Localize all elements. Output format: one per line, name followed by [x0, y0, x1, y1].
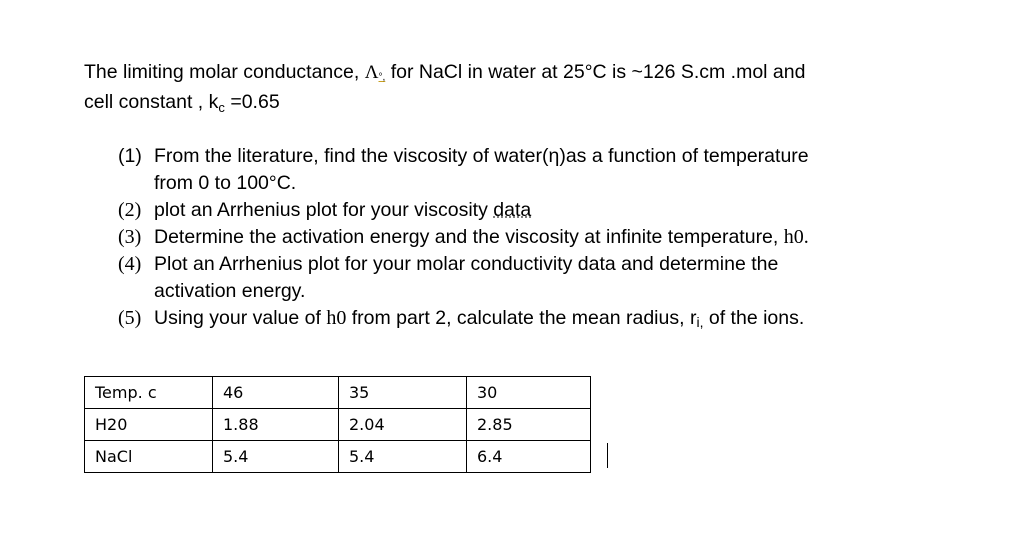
question-number: (2): [118, 199, 142, 221]
table-cell: 2.04: [339, 409, 467, 441]
table-cell: 6.4: [467, 441, 591, 473]
kc-subscript: c: [218, 100, 225, 115]
lambda-superscript: °,: [378, 72, 386, 83]
intro-line-1: [84, 59, 984, 89]
question-line: of the ions.: [703, 307, 805, 329]
question-number: (1): [118, 145, 142, 167]
cell-constant-value: =0.65: [224, 91, 280, 113]
h0-symbol: h0: [326, 307, 347, 329]
part-reference: 2: [435, 307, 447, 329]
question-item: [118, 197, 998, 224]
intro-line-2: [84, 89, 984, 117]
table-cell: 1.88: [213, 409, 339, 441]
table-cell: 2.85: [467, 409, 591, 441]
question-number: (4): [118, 253, 142, 275]
ri-subscript: i,: [696, 314, 704, 330]
question-item: [118, 251, 998, 305]
lambda-symbol: Λ: [364, 62, 379, 83]
table-cell: 35: [339, 377, 467, 409]
question-item: [118, 143, 998, 197]
table-cell: H20: [85, 409, 213, 441]
question-line: from 0 to 100°C.: [154, 172, 297, 194]
question-text: [154, 143, 809, 197]
question-item: [118, 224, 998, 251]
question-line: Determine the activation energy and the viscosity at infinite temperature,: [154, 226, 784, 248]
table-cell: 30: [467, 377, 591, 409]
intro-text-start: The limiting molar conductance,: [84, 61, 365, 83]
question-text: [154, 224, 809, 251]
question-item: [118, 305, 998, 333]
question-list: [118, 143, 998, 333]
question-line: activation energy.: [154, 280, 306, 302]
data-table: [84, 376, 591, 473]
question-line: from part: [346, 307, 436, 329]
problem-intro: [84, 59, 984, 117]
h0-symbol: h0.: [783, 226, 809, 248]
intro-text-end: for NaCl in water at 25°C is ~126 S.cm .mol and: [385, 61, 806, 83]
table-cell: NaCl: [85, 441, 213, 473]
text-cursor: [607, 443, 608, 468]
question-text: [154, 197, 531, 224]
table-row: [85, 441, 591, 473]
question-line: Using your value of: [154, 307, 327, 329]
table-row: [85, 377, 591, 409]
question-text: [154, 251, 778, 305]
question-line: plot an Arrhenius plot for your viscosity: [154, 199, 494, 221]
table-row: [85, 409, 591, 441]
spellcheck-underlined-word: data: [493, 199, 532, 221]
question-number: (3): [118, 226, 142, 248]
question-line: Plot an Arrhenius plot for your molar conductivity data and determine the: [154, 253, 779, 275]
table-cell: Temp. c: [85, 377, 213, 409]
question-text: [154, 305, 804, 333]
cell-constant-label: cell constant , k: [84, 91, 219, 113]
table-cell: 5.4: [213, 441, 339, 473]
table-cell: 5.4: [339, 441, 467, 473]
question-number: (5): [118, 307, 142, 329]
table-cell: 46: [213, 377, 339, 409]
question-line: , calculate the mean radius, r: [446, 307, 697, 329]
question-line: From the literature, find the viscosity of water(η)as a function of temperature: [154, 145, 809, 167]
